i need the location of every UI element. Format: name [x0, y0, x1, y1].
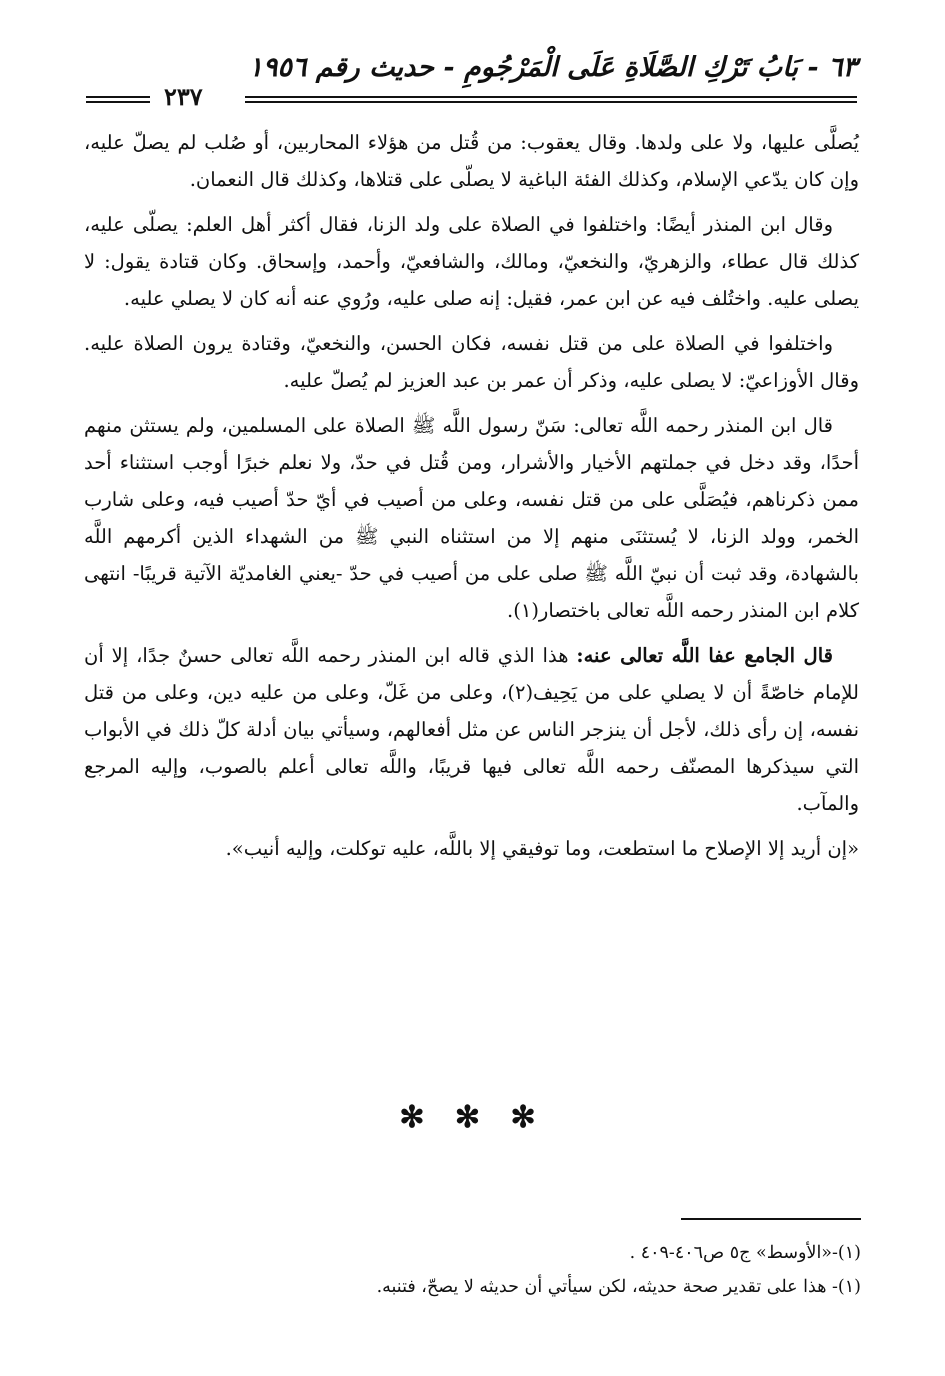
- compiler-remark-lead: قال الجامع عفا اللَّه تعالى عنه:: [576, 644, 833, 667]
- main-text: [84, 124, 859, 875]
- paragraph-4: قال ابن المنذر رحمه اللَّه تعالى: سَنّ رسول اللَّه ﷺ الصلاة على المسلمين، ولم يستثن منهم أحدًا، وقد دخل في جملتهم الأخيار والأشرار، ومن قُتل في حدّ، ولا نعلم خبرًا أوجب استثناء أحد ممن ذكرناهم، فيُصَلَّى على من قتل نفسه، وعلى من أصيب في أيّ حدّ أصيب فيه، وعلى شارب الخمر، وولد الزنا، لا يُستثنَى منهم إلا من استثناه النبي ﷺ من الشهداء الذين أكرمهم اللَّه بالشهادة، وقد ثبت أن نبيّ اللَّه ﷺ صلى على من أصيب في حدّ -يعني الغامديّة الآتية قريبًا- انتهى كلام ابن المنذر رحمه اللَّه تعالى باختصار(١).: [84, 414, 859, 622]
- paragraph-5: [84, 637, 859, 822]
- compiler-remark-text: هذا الذي قاله ابن المنذر رحمه اللَّه تعالى حسنٌ جدًا، إلا أن للإمام خاصّةً أن لا يصلي على من يَحِيف(٢)، وعلى من غَلّ، وعلى من عليه دين، وعلى من قتل نفسه، إن رأى ذلك، لأجل أن ينزجر الناس عن مثل أفعالهم، وسيأتي بيان أدلة كلّ ذلك في الأبواب التي سيذكرها المصنّف رحمه اللَّه تعالى فيها قريبًا، واللَّه تعالى أعلم بالصوب، وإليه المرجع والمآب.: [84, 644, 859, 815]
- header-rule-long: [245, 96, 857, 103]
- header-rule-short: [86, 96, 150, 103]
- paragraph-6: «إن أريد إلا الإصلاح ما استطعت، وما توفيقي إلا باللَّه، عليه توكلت، وإليه أنيب».: [225, 837, 859, 860]
- paragraph-2: وقال ابن المنذر أيضًا: واختلفوا في الصلاة على ولد الزنا، فقال أكثر أهل العلم: يصلّى عليه، كذلك قال عطاء، والزهريّ، والنخعيّ، ومالك، والشافعيّ، وأحمد، وإسحاق. وكان قتادة يقول: لا يصلى عليه. واختُلف فيه عن ابن عمر، فقيل: إنه صلى عليه، ورُوي عنه أنه كان لا يصلي عليه.: [84, 213, 859, 310]
- footnote-divider: [681, 1218, 861, 1220]
- paragraph-3: واختلفوا في الصلاة على من قتل نفسه، فكان الحسن، والنخعيّ، وقتادة يرون الصلاة عليه. وقال الأوزاعيّ: لا يصلى عليه، وذكر أن عمر بن عبد العزيز لم يُصلّ عليه.: [84, 332, 859, 392]
- paragraph-1: يُصلَّى عليها، ولا على ولدها. وقال يعقوب: من قُتل من هؤلاء المحاربين، أو صُلب لم يصلّ عليه، وإن كان يدّعي الإسلام، وكذلك الفئة الباغية لا يصلّى على قتلاها، وكذلك قال النعمان.: [84, 131, 859, 191]
- section-divider-stars: ✻ ✻ ✻: [399, 1100, 546, 1135]
- footnotes: [86, 1236, 861, 1304]
- footnote-2: (١)- هذا على تقدير صحة حديثه، لكن سيأتي أن حديثه لا يصحّ، فتنبه.: [376, 1277, 861, 1297]
- running-header: [86, 52, 857, 114]
- page-number: ٢٣٧: [164, 82, 203, 111]
- chapter-title: ٦٣ - بَابُ تَرْكِ الصَّلَاةِ عَلَى الْمَرْجُومِ - حديث رقم ١٩٥٦: [248, 52, 857, 83]
- footnote-1: (١)-«الأوسط» ج٥ ص٤٠٦-٤٠٩ .: [629, 1243, 861, 1263]
